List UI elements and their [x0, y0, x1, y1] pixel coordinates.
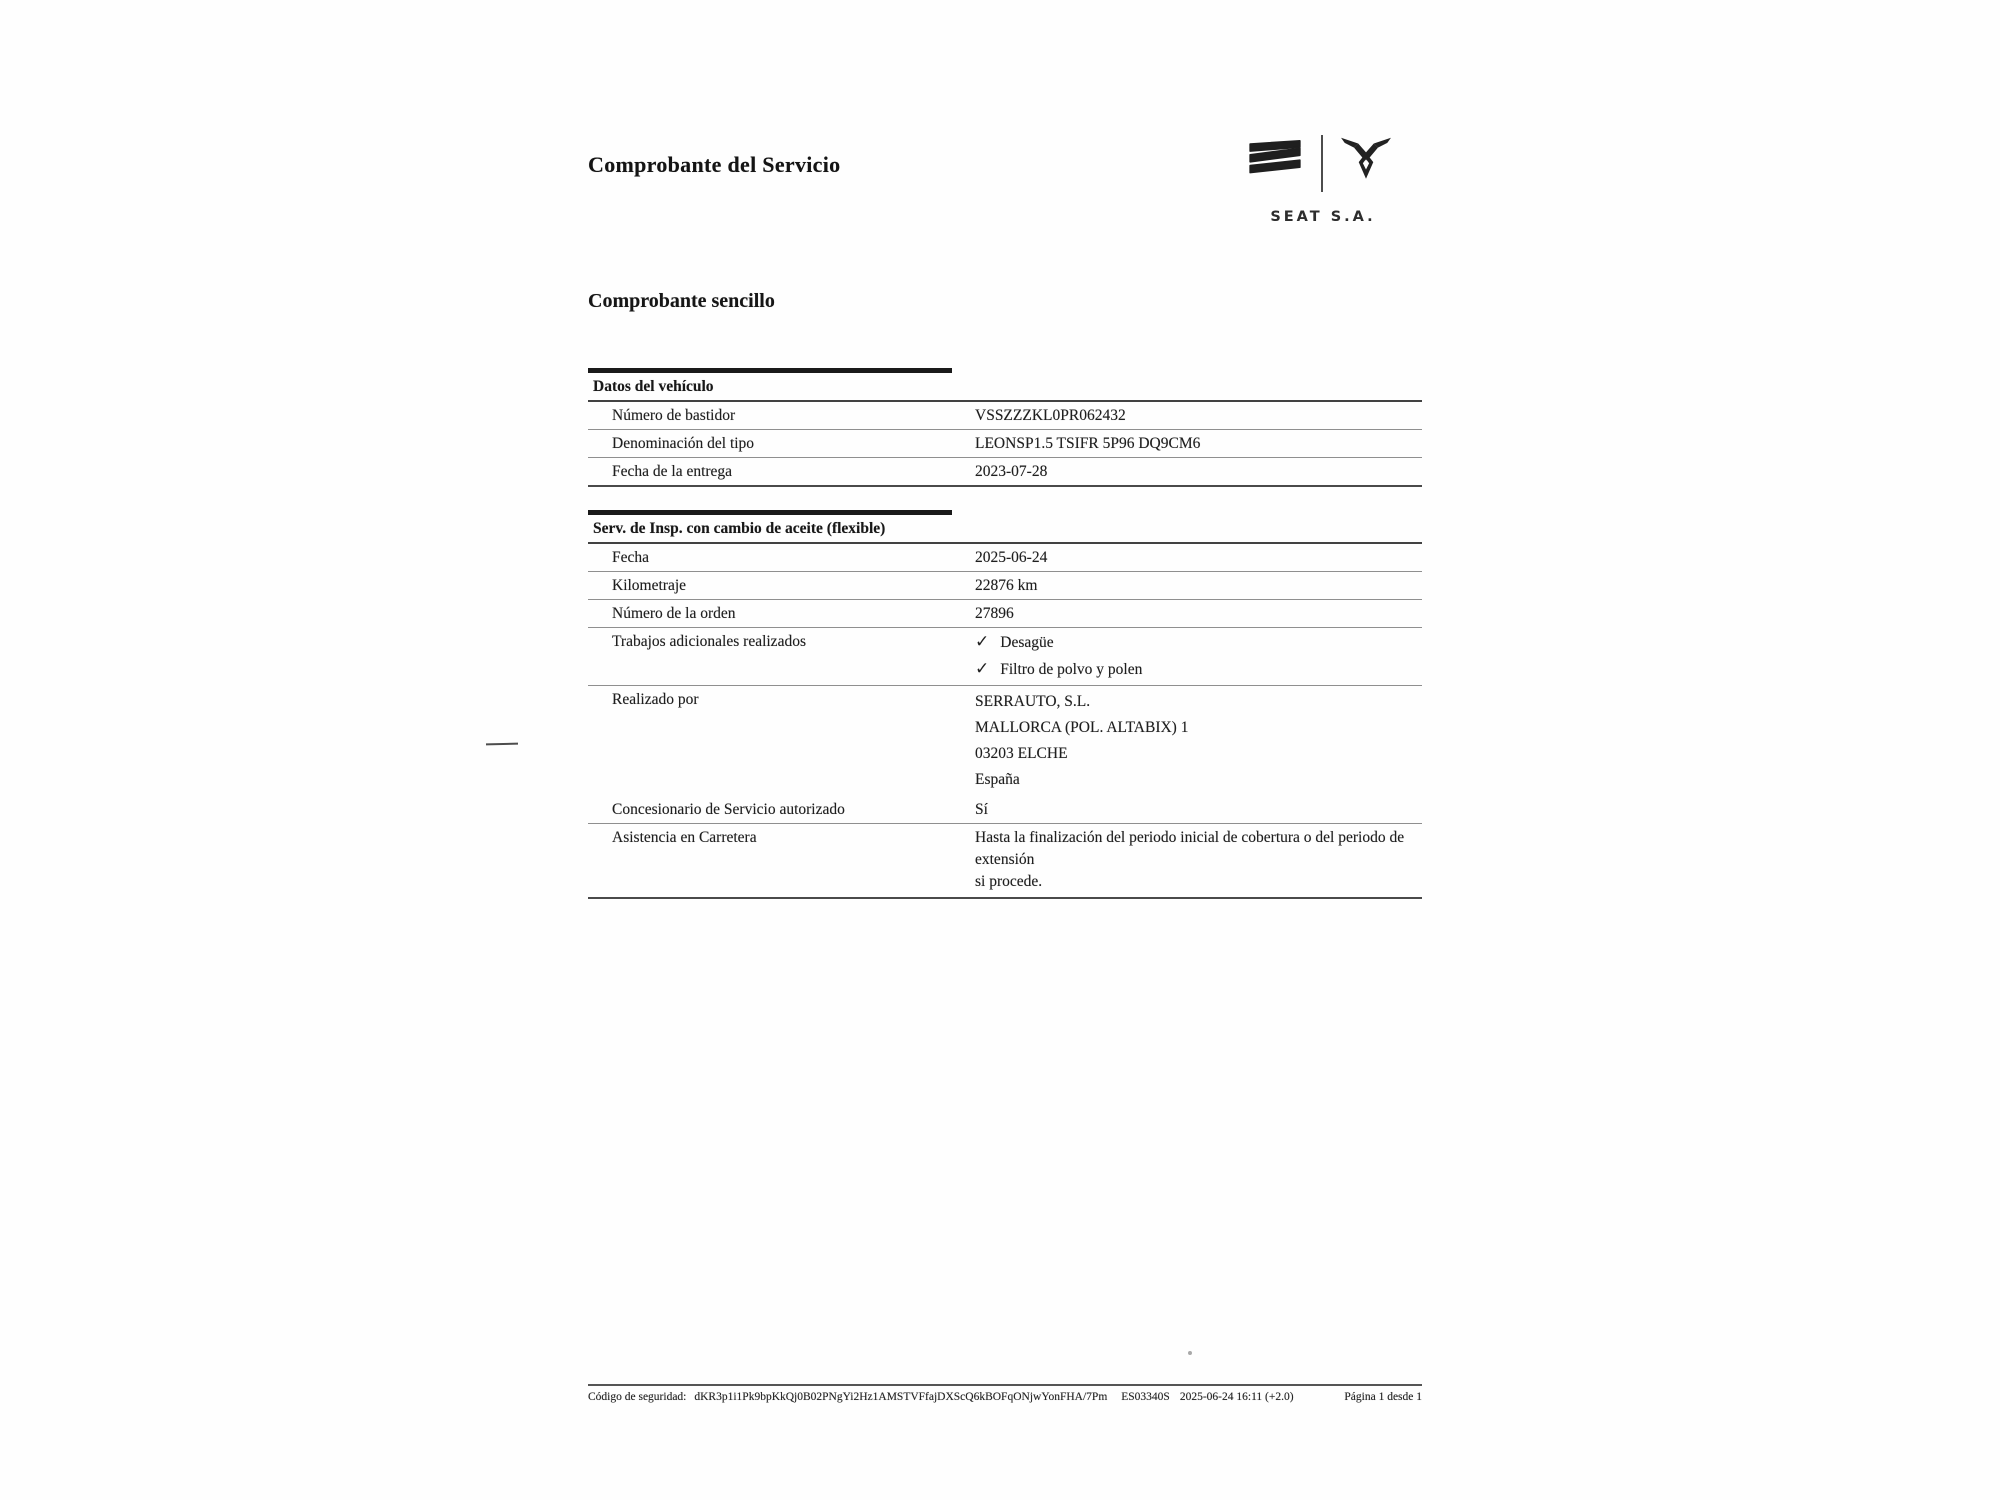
table-row [588, 572, 1422, 600]
logo-divider [1321, 135, 1323, 192]
row-value: VSSZZZKL0PR062432 [975, 407, 1126, 424]
address-line: 03203 ELCHE [975, 745, 1068, 762]
row-label: Número de la orden [612, 605, 736, 622]
row-value: 2023-07-28 [975, 463, 1048, 480]
scan-artifact-speck [1188, 1351, 1192, 1355]
check-icon: ✓ [975, 632, 990, 652]
row-label: Fecha de la entrega [612, 463, 733, 480]
row-label: Trabajos adicionales realizados [612, 633, 806, 650]
document-subtitle: Comprobante sencillo [588, 290, 775, 312]
row-label: Fecha [612, 549, 650, 566]
table-row [588, 544, 1422, 572]
row-value-line: Hasta la finalización del periodo inicial de cobertura o del periodo de extensión [975, 829, 1405, 868]
table-row [588, 458, 1422, 487]
page-indicator: Página 1 desde 1 [1344, 1391, 1422, 1403]
vehicle-data-section [588, 368, 1422, 487]
brand-logo-group [1248, 134, 1400, 225]
row-label: Denominación del tipo [612, 435, 755, 452]
row-label: Asistencia en Carretera [612, 829, 757, 846]
checklist-item-label: Filtro de polvo y polen [1000, 661, 1143, 678]
row-value: LEONSP1.5 TSIFR 5P96 DQ9CM6 [975, 435, 1201, 452]
checklist-item-label: Desagüe [1000, 634, 1054, 651]
row-value-line: si procede. [975, 873, 1043, 890]
section-title: Serv. de Insp. con cambio de aceite (flexible) [588, 515, 1422, 544]
document-footer [588, 1384, 1422, 1403]
row-value: 2025-06-24 [975, 549, 1048, 566]
table-row [588, 402, 1422, 430]
address-line: MALLORCA (POL. ALTABIX) 1 [975, 719, 1189, 736]
row-label: Realizado por [612, 691, 699, 708]
brand-name: SEAT S.A. [1270, 209, 1376, 225]
footer-timestamp: 2025-06-24 16:11 (+2.0) [1179, 1391, 1294, 1403]
table-row-roadside-assistance [588, 824, 1422, 899]
row-label: Número de bastidor [612, 407, 736, 424]
document-code: ES03340S [1121, 1391, 1170, 1403]
service-section [588, 510, 1422, 899]
table-row [588, 600, 1422, 628]
seat-logo-icon [1248, 134, 1302, 186]
security-code-label: Código de seguridad: [588, 1391, 687, 1403]
row-value: 27896 [975, 605, 1014, 622]
table-row [588, 796, 1422, 824]
address-line: SERRAUTO, S.L. [975, 693, 1091, 710]
document-title: Comprobante del Servicio [588, 152, 841, 177]
security-code-value: dKR3p1i1Pk9bpKkQj0B02PNgYi2Hz1AMSTVFfajDXScQ6kBOFqONjwYonFHA/7Pm [694, 1391, 1108, 1403]
row-label: Kilometraje [612, 577, 687, 594]
checklist-item [975, 656, 1422, 683]
cupra-logo-icon [1340, 134, 1392, 185]
table-row [588, 430, 1422, 458]
row-value: Sí [975, 801, 988, 818]
section-title: Datos del vehículo [588, 373, 1422, 402]
check-icon: ✓ [975, 659, 990, 679]
table-row-additional-works [588, 628, 1422, 686]
row-label: Concesionario de Servicio autorizado [612, 801, 845, 818]
row-value: 22876 km [975, 577, 1038, 594]
scan-artifact-dash [486, 743, 518, 746]
table-row-performed-by [588, 686, 1422, 796]
checklist-item [975, 629, 1422, 656]
address-line: España [975, 771, 1020, 788]
